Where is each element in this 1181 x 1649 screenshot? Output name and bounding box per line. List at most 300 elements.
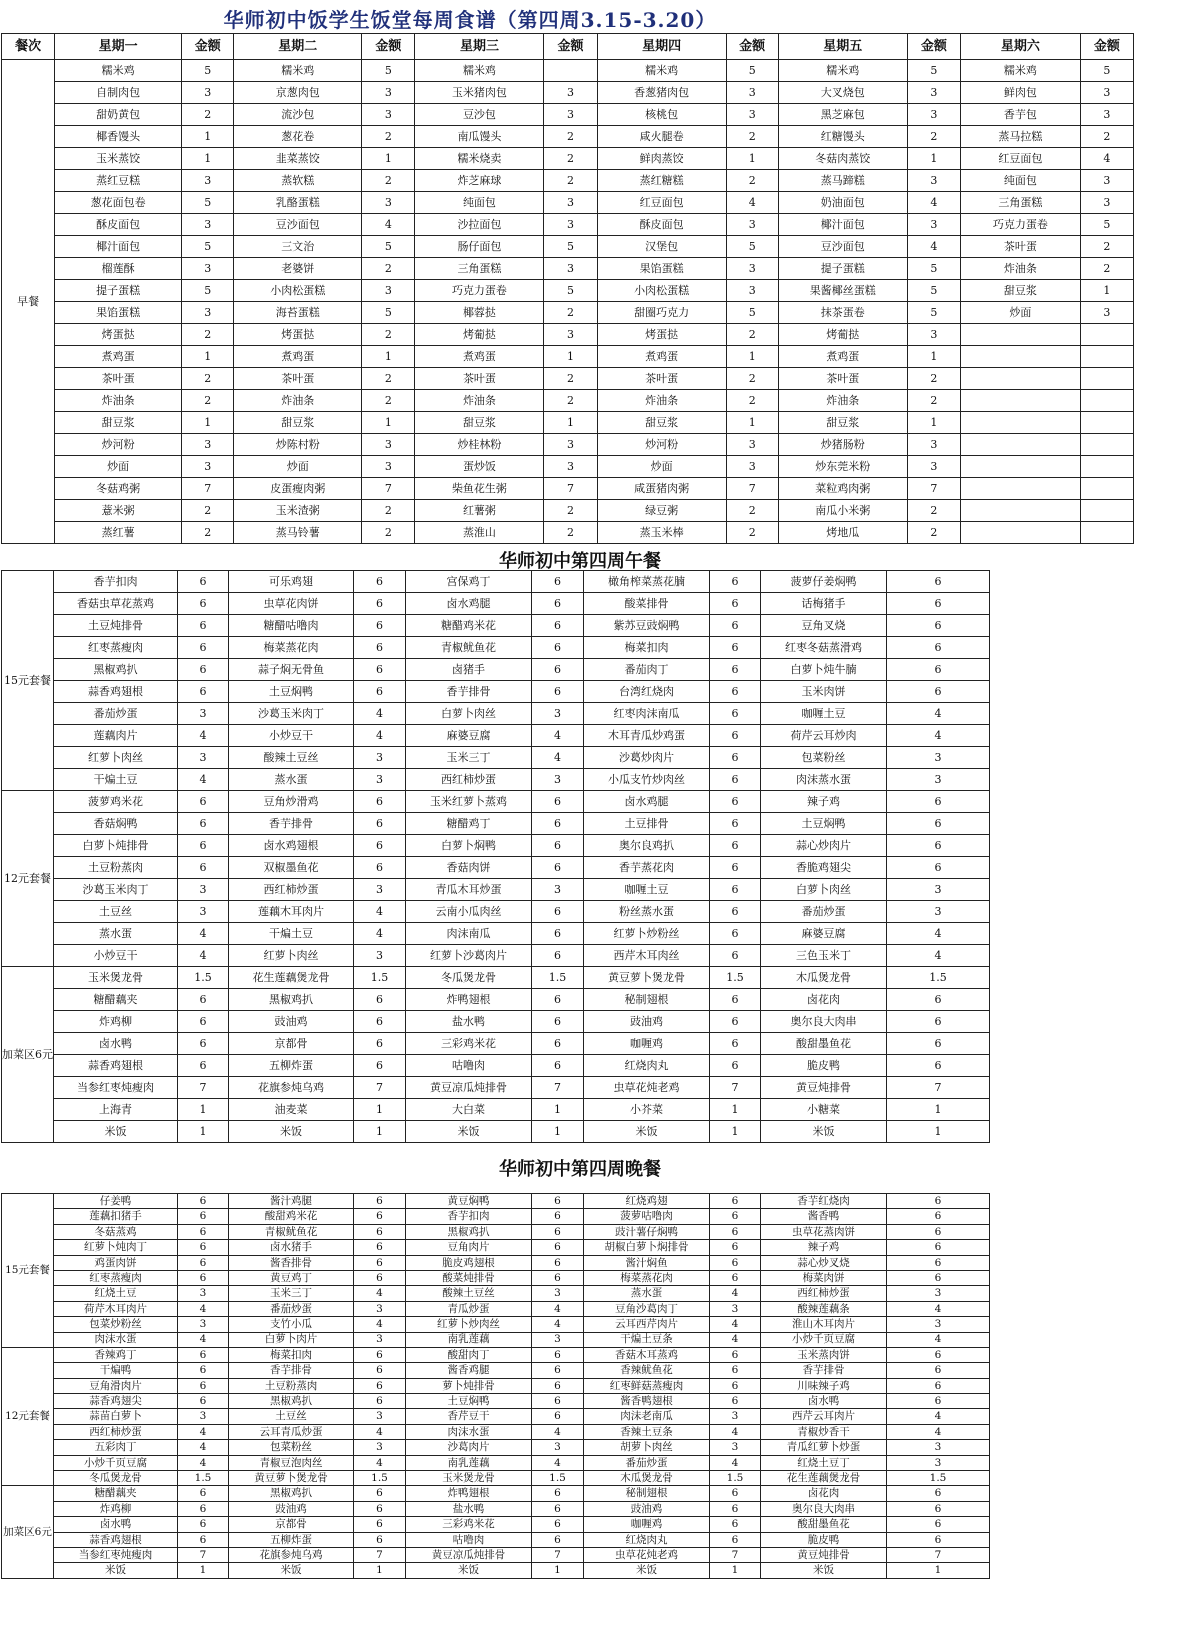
dish-name: 炒面 — [960, 302, 1080, 324]
table-row — [2, 1486, 990, 1501]
table-row — [2, 1099, 990, 1121]
price: 1 — [354, 1099, 406, 1121]
price — [544, 60, 597, 82]
price: 3 — [182, 214, 234, 236]
dish-name: 甜豆浆 — [778, 412, 907, 434]
price: 6 — [532, 945, 584, 967]
dish-name: 肉沫蒸水蛋 — [761, 769, 887, 791]
dish-name: 梅菜扣肉 — [584, 637, 710, 659]
price: 6 — [710, 835, 761, 857]
price: 6 — [178, 835, 229, 857]
dish-name: 大白菜 — [406, 1099, 532, 1121]
price: 6 — [354, 857, 406, 879]
price: 5 — [362, 302, 415, 324]
price — [1080, 500, 1133, 522]
price: 6 — [710, 615, 761, 637]
price: 6 — [532, 681, 584, 703]
price: 3 — [362, 280, 415, 302]
price: 6 — [178, 1363, 229, 1378]
dish-name: 椰汁面包 — [778, 214, 907, 236]
dish-name: 茶叶蛋 — [234, 368, 362, 390]
price: 6 — [354, 1486, 406, 1501]
price: 2 — [182, 368, 234, 390]
price: 4 — [178, 945, 229, 967]
price: 5 — [1080, 214, 1133, 236]
dish-name: 土豆粉蒸肉 — [229, 1378, 354, 1393]
price: 5 — [182, 192, 234, 214]
price: 6 — [887, 571, 990, 593]
price: 7 — [178, 1547, 229, 1562]
price: 3 — [178, 1409, 229, 1424]
price: 6 — [354, 571, 406, 593]
price: 3 — [354, 945, 406, 967]
dish-name: 炸油条 — [234, 390, 362, 412]
price: 6 — [178, 1378, 229, 1393]
price: 3 — [544, 258, 597, 280]
price: 6 — [887, 791, 990, 813]
price: 3 — [354, 1332, 406, 1347]
table-row — [2, 1424, 990, 1439]
table-row — [2, 703, 990, 725]
price: 6 — [532, 1347, 584, 1362]
dish-name: 南乳莲藕 — [406, 1455, 532, 1470]
dish-name — [960, 522, 1080, 544]
price: 3 — [544, 214, 597, 236]
dish-name: 糯米鸡 — [55, 60, 182, 82]
dish-name: 番茄肉丁 — [584, 659, 710, 681]
dish-name: 米饭 — [406, 1121, 532, 1143]
dish-name: 香芋扣肉 — [406, 1209, 532, 1224]
dish-name: 酱汁焖鱼 — [584, 1255, 710, 1270]
dish-name: 虫草花肉饼 — [229, 593, 354, 615]
dish-name: 沙拉面包 — [415, 214, 544, 236]
price: 7 — [178, 1077, 229, 1099]
dish-name: 玉米煲龙骨 — [54, 967, 178, 989]
dish-name — [960, 324, 1080, 346]
dish-name: 玉米煲龙骨 — [406, 1471, 532, 1486]
price: 6 — [532, 1033, 584, 1055]
price: 7 — [710, 1547, 761, 1562]
price: 3 — [907, 82, 960, 104]
dish-name: 炸鸡柳 — [54, 1011, 178, 1033]
price: 4 — [178, 1424, 229, 1439]
price: 4 — [354, 1424, 406, 1439]
dish-name: 烤葡挞 — [415, 324, 544, 346]
dish-name: 豉油鸡 — [229, 1501, 354, 1516]
price: 6 — [887, 681, 990, 703]
price: 6 — [710, 637, 761, 659]
dish-name: 烤蛋挞 — [234, 324, 362, 346]
price: 5 — [544, 236, 597, 258]
dish-name: 豆沙面包 — [778, 236, 907, 258]
price: 6 — [178, 593, 229, 615]
price: 6 — [887, 1347, 990, 1362]
dish-name: 甜豆浆 — [234, 412, 362, 434]
dish-name: 干煸土豆 — [54, 769, 178, 791]
dish-name: 木瓜煲龙骨 — [584, 1471, 710, 1486]
dish-name: 烤地瓜 — [778, 522, 907, 544]
price: 4 — [887, 1332, 990, 1347]
price: 7 — [532, 1547, 584, 1562]
price: 6 — [887, 1033, 990, 1055]
dish-name: 橄角榨菜蒸花腩 — [584, 571, 710, 593]
table-row — [2, 1332, 990, 1347]
price: 1 — [907, 412, 960, 434]
dish-name: 梅菜蒸花肉 — [229, 637, 354, 659]
price: 6 — [887, 615, 990, 637]
price: 3 — [178, 747, 229, 769]
price: 6 — [710, 1394, 761, 1409]
price: 2 — [726, 522, 778, 544]
price: 3 — [726, 258, 778, 280]
dish-name: 甜豆浆 — [415, 412, 544, 434]
price: 5 — [362, 236, 415, 258]
price: 6 — [710, 571, 761, 593]
price: 3 — [1080, 104, 1133, 126]
price: 3 — [887, 769, 990, 791]
price: 1 — [532, 1099, 584, 1121]
price: 2 — [362, 258, 415, 280]
dish-name: 淮山木耳肉片 — [761, 1317, 887, 1332]
price: 4 — [887, 923, 990, 945]
dish-name: 酸菜炖排骨 — [406, 1270, 532, 1285]
price: 3 — [544, 82, 597, 104]
price: 3 — [907, 324, 960, 346]
price: 7 — [726, 478, 778, 500]
dish-name: 干煸土豆条 — [584, 1332, 710, 1347]
price: 6 — [532, 637, 584, 659]
price: 3 — [532, 769, 584, 791]
dish-name: 提子蛋糕 — [778, 258, 907, 280]
price: 4 — [178, 725, 229, 747]
dish-name: 卤水鸡腿 — [406, 593, 532, 615]
price: 7 — [887, 1077, 990, 1099]
price: 1 — [907, 346, 960, 368]
dish-name: 萝卜炖排骨 — [406, 1378, 532, 1393]
dish-name: 红枣肉沫南瓜 — [584, 703, 710, 725]
dish-name: 蒜心炒叉烧 — [761, 1255, 887, 1270]
price: 1 — [887, 1099, 990, 1121]
price: 6 — [178, 1209, 229, 1224]
price: 6 — [532, 1270, 584, 1285]
price: 4 — [710, 1332, 761, 1347]
dish-name: 果馅蛋糕 — [55, 302, 182, 324]
dish-name: 红萝卜炖肉丁 — [54, 1240, 178, 1255]
price: 3 — [726, 434, 778, 456]
dish-name: 西芹木耳肉丝 — [584, 945, 710, 967]
table-row — [2, 1547, 990, 1562]
price: 6 — [532, 901, 584, 923]
price: 7 — [354, 1547, 406, 1562]
dish-name: 辣子鸡 — [761, 791, 887, 813]
price: 3 — [362, 434, 415, 456]
dish-name: 花生莲藕煲龙骨 — [761, 1471, 887, 1486]
dish-name: 包菜炒粉丝 — [54, 1317, 178, 1332]
dish-name: 红枣冬菇蒸滑鸡 — [761, 637, 887, 659]
dish-name: 西红柿炒蛋 — [761, 1286, 887, 1301]
dish-name: 干煸鸭 — [54, 1363, 178, 1378]
price: 1 — [182, 126, 234, 148]
price: 1 — [532, 1563, 584, 1578]
price: 6 — [710, 725, 761, 747]
dish-name: 炒河粉 — [597, 434, 726, 456]
price: 6 — [710, 1347, 761, 1362]
dish-name: 糯米鸡 — [597, 60, 726, 82]
dish-name: 小瓜支竹炒肉丝 — [584, 769, 710, 791]
price: 6 — [178, 1501, 229, 1516]
dish-name: 咕噜肉 — [406, 1532, 532, 1547]
price: 6 — [887, 1255, 990, 1270]
price: 6 — [178, 1517, 229, 1532]
table-row — [2, 1532, 990, 1547]
price: 6 — [710, 813, 761, 835]
price: 6 — [887, 1378, 990, 1393]
dish-name: 茶叶蛋 — [778, 368, 907, 390]
dish-name: 肉沫水蛋 — [406, 1424, 532, 1439]
dish-name: 香脆鸡翅尖 — [761, 857, 887, 879]
dish-name: 红糖馒头 — [778, 126, 907, 148]
dish-name: 香葱猪肉包 — [597, 82, 726, 104]
table-row — [2, 258, 1134, 280]
dish-name: 提子蛋糕 — [55, 280, 182, 302]
dish-name: 巧克力蛋卷 — [415, 280, 544, 302]
dish-name: 红萝卜肉丝 — [54, 747, 178, 769]
dish-name: 青瓜木耳炒蛋 — [406, 879, 532, 901]
price: 6 — [887, 1517, 990, 1532]
dish-name: 梅菜肉饼 — [761, 1270, 887, 1285]
dish-name: 炸鸭翅根 — [406, 989, 532, 1011]
price: 6 — [178, 791, 229, 813]
price: 5 — [907, 258, 960, 280]
dish-name: 香芋扣肉 — [54, 571, 178, 593]
dish-name: 卤水猪手 — [229, 1240, 354, 1255]
price: 6 — [710, 1240, 761, 1255]
column-header: 金额 — [362, 34, 415, 60]
price: 1 — [362, 412, 415, 434]
dish-name: 红萝卜炒肉丝 — [406, 1317, 532, 1332]
price: 3 — [1080, 192, 1133, 214]
dish-name: 煮鸡蛋 — [234, 346, 362, 368]
price: 6 — [887, 1394, 990, 1409]
dish-name: 豆沙面包 — [234, 214, 362, 236]
table-row — [2, 791, 990, 813]
price: 1 — [182, 148, 234, 170]
dish-name: 黄豆炖排骨 — [761, 1547, 887, 1562]
price: 2 — [182, 500, 234, 522]
dish-name: 土豆丝 — [54, 901, 178, 923]
dish-name: 蒜苗白萝卜 — [54, 1409, 178, 1424]
dish-name: 糯米鸡 — [778, 60, 907, 82]
dish-name: 冬瓜煲龙骨 — [54, 1471, 178, 1486]
dish-name: 酸甜鸡米花 — [229, 1209, 354, 1224]
dish-name: 鲜肉蒸饺 — [597, 148, 726, 170]
table-row — [2, 368, 1134, 390]
dish-name: 蒜香鸡翅尖 — [54, 1394, 178, 1409]
table-row — [2, 725, 990, 747]
dish-name: 脆皮鸡翅根 — [406, 1255, 532, 1270]
price: 6 — [710, 1209, 761, 1224]
table-row — [2, 1121, 990, 1143]
dish-name: 炒东莞米粉 — [778, 456, 907, 478]
dish-name: 大叉烧包 — [778, 82, 907, 104]
dish-name: 蒜香鸡翅根 — [54, 1532, 178, 1547]
dish-name: 糖醋鸡米花 — [406, 615, 532, 637]
table-row — [2, 1378, 990, 1393]
meal-group-label: 加菜区6元 — [2, 1486, 54, 1578]
price: 3 — [887, 1455, 990, 1470]
price: 4 — [887, 1424, 990, 1439]
dish-name: 米饭 — [54, 1121, 178, 1143]
dish-name: 炒面 — [234, 456, 362, 478]
price: 1 — [726, 412, 778, 434]
meal-group-label: 早餐 — [2, 60, 55, 544]
price: 6 — [710, 1270, 761, 1285]
price: 1.5 — [887, 967, 990, 989]
dish-name: 香芋排骨 — [229, 813, 354, 835]
price: 3 — [532, 1332, 584, 1347]
dish-name: 盐水鸭 — [406, 1501, 532, 1516]
dish-name: 菠萝咕噜肉 — [584, 1209, 710, 1224]
table-row — [2, 1471, 990, 1486]
table-row — [2, 478, 1134, 500]
price: 3 — [726, 280, 778, 302]
price: 3 — [1080, 302, 1133, 324]
price: 6 — [532, 1224, 584, 1239]
table-row — [2, 1194, 990, 1209]
table-row — [2, 346, 1134, 368]
dish-name: 椰汁面包 — [55, 236, 182, 258]
table-row — [2, 813, 990, 835]
price: 6 — [178, 681, 229, 703]
dish-name: 番茄炒蛋 — [761, 901, 887, 923]
column-header: 星期六 — [960, 34, 1080, 60]
dish-name — [960, 478, 1080, 500]
table-row — [2, 1317, 990, 1332]
dish-name: 炒猪肠粉 — [778, 434, 907, 456]
price: 2 — [544, 126, 597, 148]
table-row — [2, 104, 1134, 126]
dish-name: 番茄炒蛋 — [54, 703, 178, 725]
price: 6 — [354, 1011, 406, 1033]
dish-name: 煮鸡蛋 — [55, 346, 182, 368]
price: 3 — [532, 879, 584, 901]
price: 1 — [726, 346, 778, 368]
price — [1080, 478, 1133, 500]
price: 2 — [726, 126, 778, 148]
price — [1080, 522, 1133, 544]
dish-name: 玉米猪肉包 — [415, 82, 544, 104]
dish-name: 豆角肉片 — [406, 1240, 532, 1255]
price: 2 — [182, 522, 234, 544]
dish-name: 红萝卜肉丝 — [229, 945, 354, 967]
price: 3 — [182, 258, 234, 280]
dish-name: 酸辣土豆丝 — [229, 747, 354, 769]
column-header: 星期三 — [415, 34, 544, 60]
dish-name: 白萝卜焖鸭 — [406, 835, 532, 857]
dish-name: 红烧肉丸 — [584, 1055, 710, 1077]
dish-name: 葱花面包卷 — [55, 192, 182, 214]
price: 6 — [710, 1055, 761, 1077]
dish-name: 酸辣莲藕条 — [761, 1301, 887, 1316]
table-row — [2, 214, 1134, 236]
price: 3 — [907, 214, 960, 236]
price: 2 — [362, 324, 415, 346]
price: 6 — [532, 1194, 584, 1209]
price: 2 — [726, 500, 778, 522]
meal-group-label: 加菜区6元 — [2, 967, 54, 1143]
price: 5 — [1080, 60, 1133, 82]
price: 2 — [362, 390, 415, 412]
price: 3 — [887, 1440, 990, 1455]
price: 4 — [178, 1455, 229, 1470]
price: 1 — [710, 1563, 761, 1578]
price: 6 — [887, 1194, 990, 1209]
table-row — [2, 923, 990, 945]
dish-name: 红萝卜沙葛肉片 — [406, 945, 532, 967]
price: 2 — [907, 390, 960, 412]
price: 6 — [710, 747, 761, 769]
price: 5 — [907, 280, 960, 302]
dish-name: 菠萝鸡米花 — [54, 791, 178, 813]
dish-name: 乳酪蛋糕 — [234, 192, 362, 214]
price: 4 — [710, 1286, 761, 1301]
dish-name: 黑椒鸡扒 — [54, 659, 178, 681]
price: 6 — [178, 1255, 229, 1270]
dish-name: 薏米粥 — [55, 500, 182, 522]
price: 4 — [178, 1301, 229, 1316]
table-row — [2, 1394, 990, 1409]
price: 6 — [710, 879, 761, 901]
price: 6 — [354, 1532, 406, 1547]
price: 2 — [544, 500, 597, 522]
dish-name: 麻婆豆腐 — [761, 923, 887, 945]
dish-name: 虫草花炖老鸡 — [584, 1547, 710, 1562]
price: 2 — [362, 368, 415, 390]
price: 3 — [362, 104, 415, 126]
price: 1 — [182, 346, 234, 368]
dish-name: 炸鸭翅根 — [406, 1486, 532, 1501]
dish-name: 卤水鸡翅根 — [229, 835, 354, 857]
dish-name: 老婆饼 — [234, 258, 362, 280]
price — [1080, 324, 1133, 346]
dish-name: 酥皮面包 — [597, 214, 726, 236]
dish-name: 酸甜肉丁 — [406, 1347, 532, 1362]
dish-name: 奥尔良大肉串 — [761, 1011, 887, 1033]
price: 6 — [354, 1378, 406, 1393]
dish-name: 蒜心炒肉片 — [761, 835, 887, 857]
dish-name: 蒸玉米棒 — [597, 522, 726, 544]
dish-name: 香菇肉饼 — [406, 857, 532, 879]
dish-name: 话梅猪手 — [761, 593, 887, 615]
dish-name: 川味辣子鸡 — [761, 1378, 887, 1393]
price: 6 — [532, 1486, 584, 1501]
price: 6 — [178, 1486, 229, 1501]
meal-group-label: 12元套餐 — [2, 791, 54, 967]
price: 6 — [532, 857, 584, 879]
price: 6 — [354, 1270, 406, 1285]
dish-name: 小炒千页豆腐 — [761, 1332, 887, 1347]
dish-name: 红萝卜炒粉丝 — [584, 923, 710, 945]
price: 3 — [887, 1317, 990, 1332]
price: 7 — [354, 1077, 406, 1099]
table-row — [2, 1209, 990, 1224]
price: 4 — [726, 192, 778, 214]
dish-name: 当参红枣炖瘦肉 — [54, 1077, 178, 1099]
price: 2 — [544, 148, 597, 170]
dish-name: 莲藕肉片 — [54, 725, 178, 747]
price: 1 — [544, 346, 597, 368]
dish-name: 粉丝蒸水蛋 — [584, 901, 710, 923]
